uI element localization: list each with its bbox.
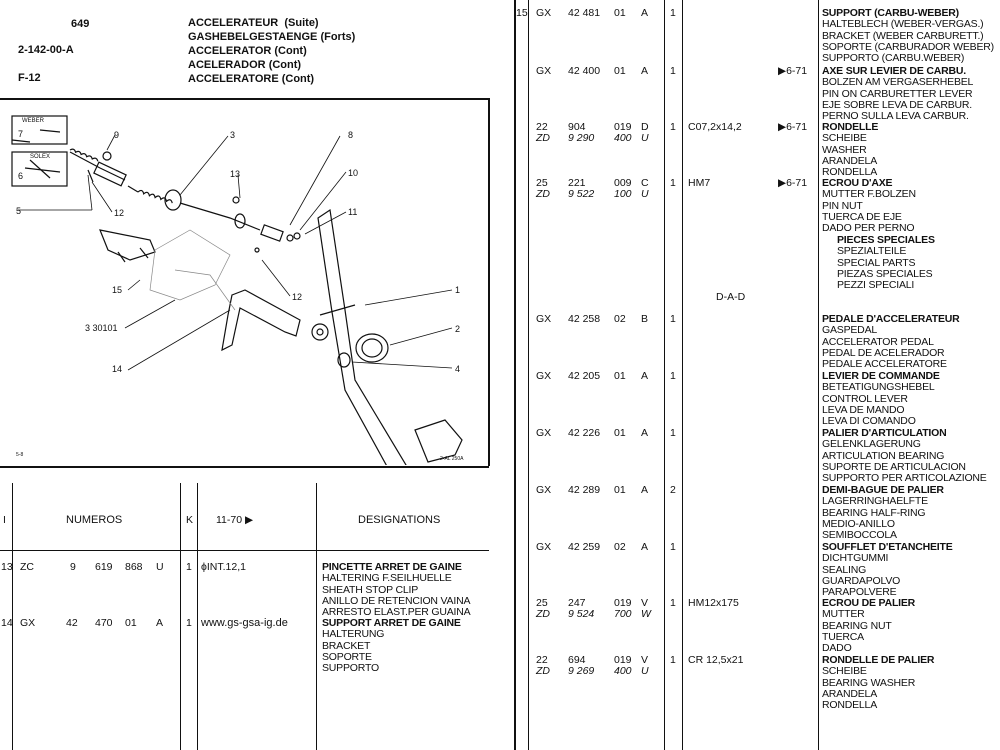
quantity: 1 [670,177,676,189]
designation-line: LEVA DI COMANDO [822,415,916,428]
part-number-2: 619 [95,561,113,573]
designation-line: RONDELLE DE PALIER [822,654,935,666]
right-table-outer-border [514,0,516,750]
title-es: ACELERADOR [188,59,266,71]
designation-line: ARTICULATION BEARING [822,449,945,462]
quantity: 1 [186,561,192,573]
designation-block [822,8,994,64]
special-parts-line: PEZZI SPECIALI [837,279,915,292]
designation-line: SUPPORTO (CARBU.WEBER) [822,52,965,65]
part-number-1: 42 205 [568,370,601,382]
designation-block [822,542,953,598]
designation-line: PIN ON CARBURETTER LEVER [822,87,973,100]
designation-line: SOUFFLET D'ETANCHEITE [822,541,953,553]
header-designations: DESIGNATIONS [358,514,441,526]
designation-line: DICHTGUMMI [822,552,889,565]
designation-line: MUTTER [822,608,865,621]
callout-5: 5 [16,206,22,216]
part-prefix: 25 [536,597,548,609]
part-number-2: 01 [614,7,626,19]
callout-13: 13 [230,169,241,179]
designation-line: LAGERRINGHAELFTE [822,495,928,508]
header-numeros: NUMEROS [66,514,123,526]
col-divider-k [180,483,181,750]
reference-arrow: ▶6-71 [778,65,808,77]
part-index: B [641,313,649,325]
designation-line: BEARING HALF-RING [822,506,926,519]
part-prefix: GX [536,7,552,19]
designation-line: BEARING WASHER [822,676,916,689]
col-divider-designations [316,483,317,750]
designation-line: PEDALE ACCELERATORE [822,358,947,371]
part-index: V [641,654,649,666]
part-number-2: 01 [614,484,626,496]
part-number-2: 01 [614,427,626,439]
designation-line: ARRESTO ELAST.PER GUAINA [322,606,471,619]
part-index-alt: U [641,188,649,200]
reference-arrow: ▶6-71 [778,121,808,133]
title-fr-suffix: (Suite) [284,17,319,29]
part-number-3: 868 [125,561,143,573]
designation-line: SOPORTE [322,650,372,663]
part-note: HM12x175 [688,597,739,609]
part-number-1: 221 [568,177,586,189]
designation-line: ECROU D'AXE [822,177,893,189]
callout-2: 2 [455,324,461,334]
part-number-2: 02 [614,541,626,553]
callout-14: 14 [112,364,123,374]
page-number: 649 [71,18,90,30]
callout-part-number: 3 30101 [85,323,118,333]
part-number-2: 01 [614,370,626,382]
designation-block [822,598,915,654]
part-number-1-alt: 9 524 [568,608,595,620]
part-prefix: ZC [20,561,34,573]
diagram-corner-right: 2-AL 250A [440,456,464,462]
header-i: I [3,514,6,526]
part-prefix-alt: ZD [536,608,550,620]
designation-line: ANILLO DE RETENCION VAINA [322,594,471,607]
col-divider-i [528,0,529,750]
row-index: 14 [1,617,13,629]
part-number-2-alt: 700 [614,608,632,620]
designation-block [822,314,960,370]
designation-line: PALIER D'ARTICULATION [822,427,947,439]
part-number-3: 01 [125,617,137,629]
part-prefix: GX [536,65,552,77]
callout-15: 15 [112,285,123,295]
designation-block [322,562,470,618]
part-index: A [641,370,649,382]
quantity: 2 [670,484,676,496]
designation-line: LEVA DE MANDO [822,403,905,416]
part-number-1: 694 [568,654,586,666]
callout-8: 8 [348,130,354,140]
part-index: V [641,597,649,609]
col-divider-designations [818,0,819,750]
part-prefix: GX [536,484,552,496]
part-number-2: 019 [614,597,632,609]
col-divider-date [682,0,683,750]
designation-block [822,655,934,711]
part-index: U [156,561,164,573]
callout-7: 7 [18,129,24,139]
part-number-1: 9 [70,561,76,573]
part-index: A [156,617,164,629]
reference-arrow: ▶6-71 [778,177,808,189]
inset-label-solex: SOLEX [30,154,51,160]
callout-4: 4 [455,364,461,374]
special-parts-line: SPECIAL PARTS [837,256,916,269]
designation-line: GASPEDAL [822,324,878,337]
designation-line: ARANDELA [822,154,878,167]
designation-line: PARAPOLVERE [822,586,897,599]
part-number-2-alt: 400 [614,132,632,144]
designation-line: LEVIER DE COMMANDE [822,370,940,382]
dad-label: D-A-D [716,291,746,303]
designation-line: SUPPORT (CARBU-WEBER) [822,7,959,19]
part-number-1: 42 226 [568,427,601,439]
quantity: 1 [670,313,676,325]
col-divider-k [664,0,665,750]
part-number-2-alt: 100 [614,188,632,200]
title-en: ACCELERATOR [188,45,272,57]
part-number-2: 01 [614,65,626,77]
part-number-1: 42 481 [568,7,601,19]
quantity: 1 [670,427,676,439]
figure-code: F-12 [18,72,41,84]
designation-line: PEDALE D'ACCELERATEUR [822,313,960,325]
designation-line: RONDELLA [822,166,878,179]
part-prefix: GX [536,313,552,325]
part-number-1: 42 400 [568,65,601,77]
part-prefix: 22 [536,654,548,666]
callout-6: 6 [18,171,24,181]
diagram-corner-left: 5-8 [16,452,24,458]
designation-line: AXE SUR LEVIER DE CARBU. [822,65,966,77]
special-parts-line: PIECES SPECIALES [837,234,935,246]
part-prefix-alt: ZD [536,132,550,144]
part-prefix-alt: ZD [536,665,550,677]
special-parts-line: SPEZIALTEILE [837,245,907,258]
designation-line: GELENKLAGERUNG [822,438,921,451]
designation-line: MEDIO-ANILLO [822,517,895,530]
quantity: 1 [670,541,676,553]
designation-line: SEALING [822,563,867,576]
website-link[interactable]: www.gs-gsa-ig.de [201,617,288,629]
part-prefix: GX [20,617,36,629]
designation-line: TUERCA [822,630,864,643]
part-index: A [641,484,649,496]
designation-line: PINCETTE ARRET DE GAINE [322,561,462,573]
designation-line: PIN NUT [822,199,863,212]
part-note: CR 12,5x21 [688,654,744,666]
designation-line: BETEATIGUNGSHEBEL [822,381,935,394]
designation-block [822,428,987,484]
part-number-1-alt: 9 269 [568,665,595,677]
reference-code: 2-142-00-A [18,44,74,56]
designation-line: HALTERUNG [322,628,385,641]
designation-line: HALTEBLECH (WEBER-VERGAS.) [822,18,984,31]
part-index: D [641,121,649,133]
row-index: 13 [1,561,13,573]
designation-line: MUTTER F.BOLZEN [822,188,916,201]
callout-3: 3 [230,130,236,140]
title-it-suffix: (Cont) [281,73,315,85]
designation-line: DADO PER PERNO [822,222,915,235]
quantity: 1 [670,597,676,609]
left-header-bottom-border [0,550,489,551]
title-block [188,16,355,86]
part-number-1-alt: 9 290 [568,132,595,144]
designation-line: SOPORTE (CARBURADOR WEBER) [822,40,994,53]
special-parts-line: PIEZAS SPECIALES [837,267,933,280]
callout-9: 9 [114,130,120,140]
callout-11: 11 [348,207,358,217]
designation-line: ACCELERATOR PEDAL [822,335,934,348]
exploded-parts-diagram [0,100,488,465]
designation-line: ARANDELA [822,687,878,700]
designation-line: BRACKET [322,639,371,652]
part-number-1-alt: 9 522 [568,188,595,200]
callout-12-top: 12 [114,208,125,218]
part-prefix-alt: ZD [536,188,550,200]
part-number-2: 009 [614,177,632,189]
quantity: 1 [670,121,676,133]
part-index: A [641,427,649,439]
quantity: 1 [670,7,676,19]
part-number-2-alt: 400 [614,665,632,677]
designation-block [822,485,944,541]
part-note: HM7 [688,177,711,189]
designation-line: DEMI-BAGUE DE PALIER [822,484,944,496]
part-number-1: 42 289 [568,484,601,496]
part-prefix: GX [536,541,552,553]
part-number-2: 019 [614,121,632,133]
diagram-right-border [488,98,490,466]
title-it: ACCELERATORE [188,73,279,85]
designation-line: CONTROL LEVER [822,392,908,405]
part-number-2: 470 [95,617,113,629]
part-number-2: 02 [614,313,626,325]
part-number-1: 42 258 [568,313,601,325]
title-es-suffix: (Cont) [268,59,302,71]
part-note: ϕINT.12,1 [201,561,246,573]
designation-line: RONDELLE [822,121,879,133]
title-fr: ACCELERATEUR [188,17,279,29]
quantity: 1 [670,370,676,382]
designation-line: BRACKET (WEBER CARBURETT.) [822,29,984,42]
part-prefix: 25 [536,177,548,189]
part-index-alt: U [641,665,649,677]
callout-12-bottom: 12 [292,292,303,302]
part-index: A [641,541,649,553]
part-number-1: 42 259 [568,541,601,553]
designation-block [822,371,940,427]
designation-line: PEDAL DE ACELERADOR [822,346,945,359]
title-de: GASHEBELGESTAENGE [188,31,318,43]
header-date: 11-70 ▶ [216,514,254,526]
part-prefix: 22 [536,121,548,133]
part-number-1: 247 [568,597,586,609]
special-parts-block [837,235,935,291]
designation-line: SUPPORTO PER ARTICOLAZIONE [822,472,987,485]
designation-line: TUERCA DE EJE [822,210,902,223]
callout-10: 10 [348,168,359,178]
designation-line: ECROU DE PALIER [822,597,916,609]
designation-line: EJE SOBRE LEVA DE CARBUR. [822,98,973,111]
row-index: 15 [516,7,528,19]
header-k: K [186,514,194,526]
part-number-1: 904 [568,121,586,133]
part-prefix: GX [536,427,552,439]
inset-label-weber: WEBER [22,118,45,124]
title-de-suffix: (Forts) [320,31,356,43]
quantity: 1 [186,617,192,629]
designation-block [822,122,878,178]
col-divider-date [197,483,198,750]
designation-line: WASHER [822,143,867,156]
designation-line: RONDELLA [822,699,878,712]
designation-line: BEARING NUT [822,619,892,632]
designation-line: BOLZEN AM VERGASERHEBEL [822,76,974,89]
diagram-bottom-border [0,466,489,468]
designation-line: HALTERING F.SEILHUELLE [322,572,452,585]
designation-line: SUPORTE DE ARTICULACION [822,460,966,473]
part-index: A [641,65,649,77]
part-index: C [641,177,649,189]
part-index-alt: W [641,608,651,620]
quantity: 1 [670,65,676,77]
part-index-alt: U [641,132,649,144]
designation-line: SUPPORT ARRET DE GAINE [322,617,461,629]
designation-block [322,618,461,674]
part-number-2: 019 [614,654,632,666]
designation-block [822,178,916,234]
designation-line: SHEATH STOP CLIP [322,583,418,596]
title-en-suffix: (Cont) [274,45,307,57]
designation-line: SUPPORTO [322,662,379,675]
part-number-1: 42 [66,617,78,629]
designation-block [822,66,973,122]
designation-line: GUARDAPOLVO [822,574,901,587]
callout-1: 1 [455,285,461,295]
quantity: 1 [670,654,676,666]
designation-line: SCHEIBE [822,665,867,678]
designation-line: SEMIBOCCOLA [822,529,897,542]
part-note: C07,2x14,2 [688,121,742,133]
designation-line: PERNO SULLA LEVA CARBUR. [822,110,969,123]
designation-line: DADO [822,642,852,655]
part-index: A [641,7,649,19]
designation-line: SCHEIBE [822,132,867,145]
part-prefix: GX [536,370,552,382]
